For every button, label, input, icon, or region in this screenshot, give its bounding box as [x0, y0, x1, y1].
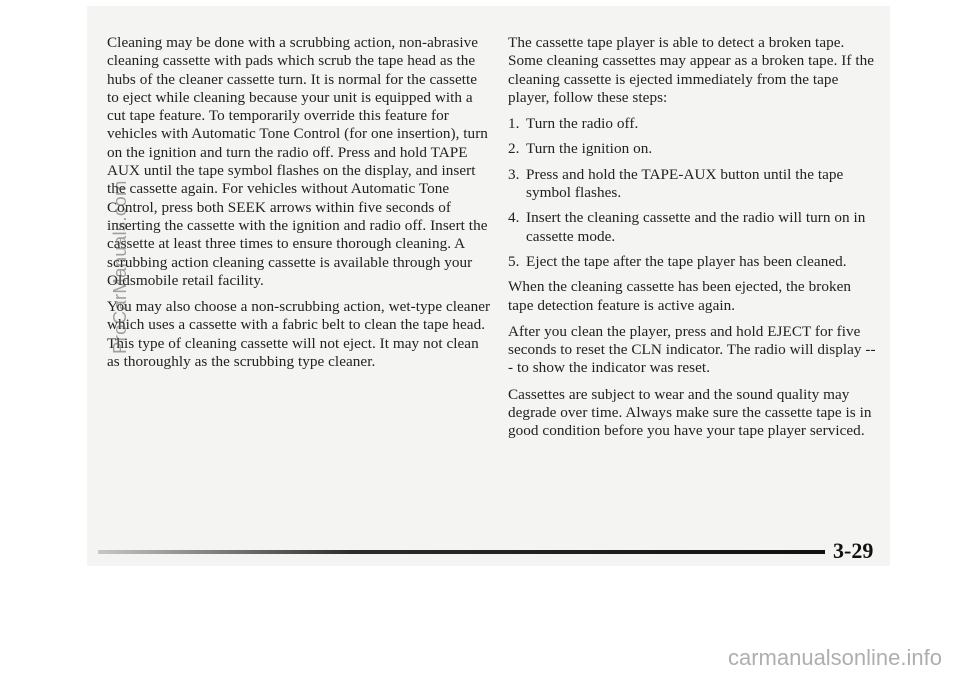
bottom-watermark: carmanualsonline.info [727, 645, 942, 670]
cassette-wear-paragraph: Cassettes are subject to wear and the sound quality may degrade over time. Always make sure the cassette tape is in good condition before you have your tape player serviced. [508, 385, 872, 440]
step-number: 1. [508, 115, 520, 133]
step-item [508, 253, 880, 271]
step-number: 2. [508, 140, 520, 158]
step-number: 5. [508, 252, 520, 270]
step-item [508, 209, 880, 246]
detection-active-paragraph: When the cleaning cassette has been ejected, the broken tape detection feature is active again. [508, 278, 852, 314]
footer-rule [98, 550, 825, 554]
step-text: Press and hold the TAPE-AUX button until the tape symbol flashes. [526, 165, 844, 202]
wet-cleaner-paragraph: You may also choose a non-scrubbing action, wet-type cleaner which uses a cassette with a fabric belt to clean the tape head. This type of cleaning cassette will not eject. It may not clean as thoroughly as the scrubbing type cleaner. [107, 298, 491, 371]
left-column [107, 34, 491, 379]
step-text: Turn the ignition on. [526, 140, 653, 158]
step-text: Eject the tape after the tape player has been cleaned. [526, 252, 847, 270]
cleaning-paragraph: Cleaning may be done with a scrubbing action, non-abrasive cleaning cassette with pads which scrub the tape head as the hubs of the cleaner cassette turn. It is normal for the cassette to eject while cleaning because your unit is equipped with a cut tape feature. To temporarily override this feature for vehicles with Automatic Tone Control (for one insertion), turn on the ignition and turn the radio off. Press and hold TAPE AUX until the tape symbol flashes on the display, and insert the cassette again. For vehicles without Automatic Tone Control, press both SEEK arrows within five seconds of inserting the cassette with the ignition and radio off. Insert the cassette at least three times to ensure thorough cleaning. A scrubbing action cleaning cassette is available through your Oldsmobile retail facility. [107, 34, 488, 289]
side-watermark: ProCarManuals.com [109, 180, 130, 354]
step-item [508, 166, 880, 203]
step-text: Turn the radio off. [526, 115, 639, 133]
broken-tape-intro: The cassette tape player is able to detect a broken tape. Some cleaning cassettes may appear as a broken tape. If the cleaning cassette is ejected immediately from the tape player, follow these steps: [508, 34, 875, 106]
step-number: 3. [508, 165, 520, 183]
step-item [508, 115, 880, 133]
step-number: 4. [508, 209, 520, 227]
step-item [508, 140, 880, 158]
right-column [508, 34, 880, 449]
reset-indicator-paragraph: After you clean the player, press and hold EJECT for five seconds to reset the CLN indicator. The radio will display --- to show the indicator was reset. [508, 322, 876, 377]
page-number: 3-29 [833, 538, 874, 563]
cleaning-steps-list [508, 115, 880, 271]
step-text: Insert the cleaning cassette and the radio will turn on in cassette mode. [526, 209, 866, 245]
